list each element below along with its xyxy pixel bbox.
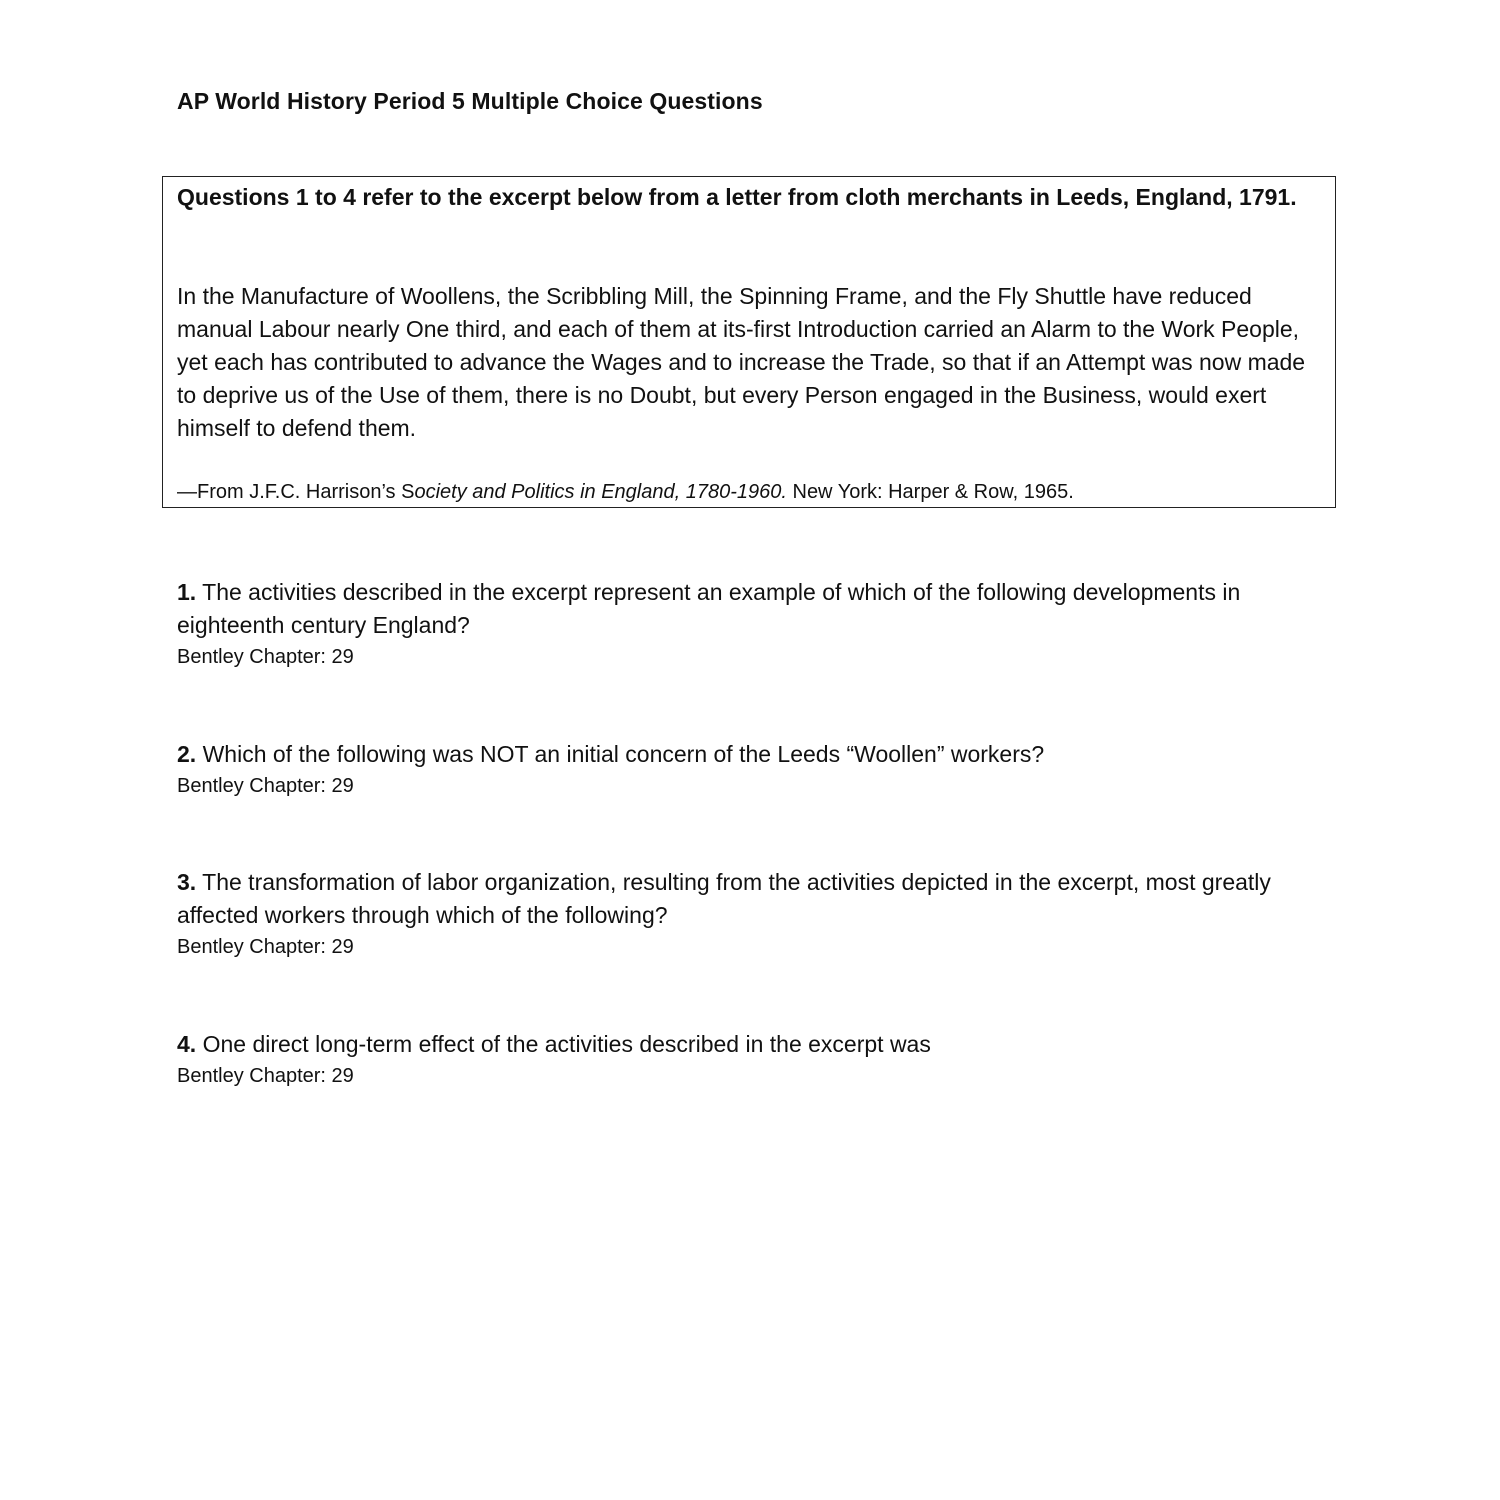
question-2 <box>177 738 1327 801</box>
question-body: Which of the following was NOT an initial concern of the Leeds “Woollen” workers? <box>196 741 1045 767</box>
question-number: 3. <box>177 869 197 895</box>
excerpt-heading: Questions 1 to 4 refer to the excerpt below from a letter from cloth merchants in Leeds, England, 1791. <box>177 184 1297 210</box>
question-body: The activities described in the excerpt represent an example of which of the following developments in eighteenth century England? <box>177 579 1241 638</box>
question-3 <box>177 866 1327 962</box>
source-prefix: —From J.F.C. Harrison’s S <box>177 481 415 503</box>
question-text <box>177 738 1327 771</box>
question-text <box>177 1028 1327 1061</box>
question-chapter: Bentley Chapter: 29 <box>177 1065 354 1087</box>
source-suffix: New York: Harper & Row, 1965. <box>786 481 1074 503</box>
question-chapter: Bentley Chapter: 29 <box>177 646 354 668</box>
question-chapter: Bentley Chapter: 29 <box>177 936 354 958</box>
excerpt-box <box>162 176 1336 508</box>
question-body: One direct long-term effect of the activities described in the excerpt was <box>196 1031 931 1057</box>
question-chapter: Bentley Chapter: 29 <box>177 775 354 797</box>
question-number: 1. <box>177 579 197 605</box>
question-1 <box>177 576 1327 672</box>
document-title: AP World History Period 5 Multiple Choice Questions <box>177 88 763 114</box>
question-number: 4. <box>177 1031 197 1057</box>
question-text <box>177 576 1327 642</box>
question-number: 2. <box>177 741 197 767</box>
question-4 <box>177 1028 1327 1091</box>
source-title: ociety and Politics in England, 1780-1960. <box>414 481 787 503</box>
excerpt-passage: In the Manufacture of Woollens, the Scribbling Mill, the Spinning Frame, and the Fly Shuttle have reduced manual Labour nearly One third, and each of them at its-first Introduction carried an Alarm to the Work People, yet each has contributed to advance the Wages and to increase the Trade, so that if an Attempt was now made to deprive us of the Use of them, there is no Doubt, but every Person engaged in the Business, would exert himself to defend them. <box>177 283 1306 441</box>
question-body: The transformation of labor organization, resulting from the activities depicted in the excerpt, most greatly affected workers through which of the following? <box>177 869 1271 928</box>
question-text <box>177 866 1327 932</box>
excerpt-source <box>177 479 1327 505</box>
